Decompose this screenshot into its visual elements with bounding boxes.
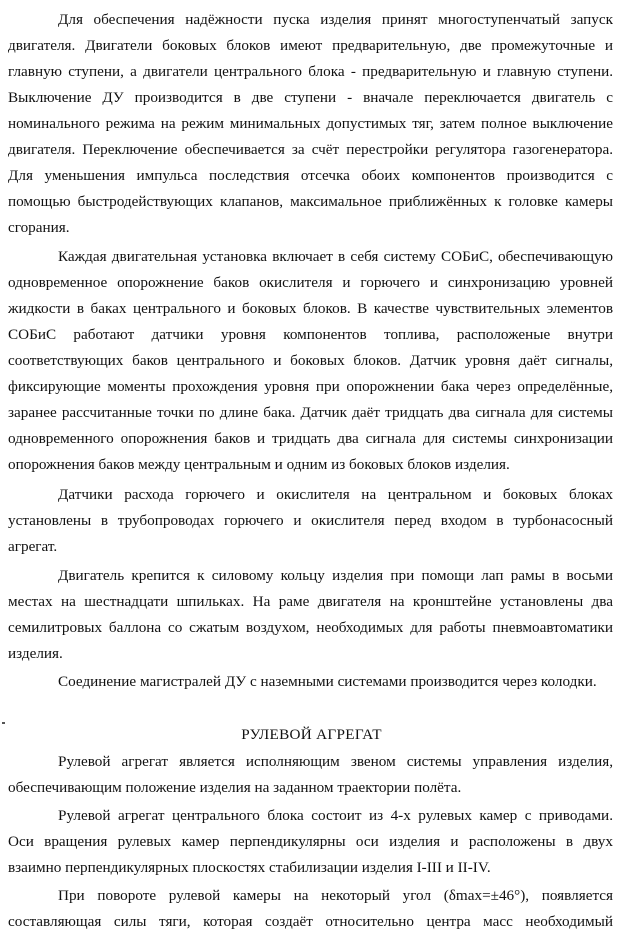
text-line: Двигатель крепится к силовому кольцу изделия при помощи лап рамы в восьми bbox=[58, 567, 613, 584]
section-heading: РУЛЕВОЙ АГРЕГАТ bbox=[241, 726, 382, 743]
text-line: агрегат. bbox=[8, 538, 58, 555]
text-line: Выключение ДУ производится в две ступени - вначале переключается двигатель с bbox=[8, 89, 613, 106]
text-line: одновременного опорожнения баков и тридцать два сигнала для системы синхронизации bbox=[8, 430, 613, 447]
text-line: Каждая двигательная установка включает в себя систему СОБиС, обеспечивающую bbox=[58, 248, 613, 265]
text-line: жидкости в баках центрального и боковых блоков. В качестве чувствительных элементов bbox=[8, 300, 613, 317]
text-line: местах на шестнадцати шпильках. На раме двигателя на кронштейне установлены два bbox=[8, 593, 613, 610]
text-line: Для уменьшения импульса последствия отсечка обоих компонентов производится с bbox=[8, 167, 613, 184]
text-line: двигателя. Двигатели боковых блоков имеют предварительную, две промежуточные и bbox=[8, 37, 613, 54]
text-line: семилитровых баллона со сжатым воздухом, необходимых для работы пневмоавтоматики bbox=[8, 619, 613, 636]
text-line: СОБиС работают датчики уровня компонентов топлива, расположеные внутри bbox=[8, 326, 613, 343]
text-line: изделия. bbox=[8, 645, 63, 662]
text-line: одновременное опорожнение баков окислителя и горючего и синхронизацию уровней bbox=[8, 274, 613, 291]
text-line: опорожнения баков между центральным и одним из боковых блоков изделия. bbox=[8, 456, 510, 473]
text-line: Рулевой агрегат является исполняющим звеном системы управления изделия, bbox=[58, 753, 613, 770]
text-line: взаимно перпендикулярных плоскостях стабилизации изделия I-III и II-IV. bbox=[8, 859, 491, 876]
text-line: При повороте рулевой камеры на некоторый угол (δmax=±46°), появляется bbox=[58, 887, 613, 904]
text-line: Соединение магистралей ДУ с наземными системами производится через колодки. bbox=[58, 673, 597, 690]
text-line: заранее рассчитанные точки по длине бака. Датчик даёт тридцать два сигнала для системы bbox=[8, 404, 613, 421]
text-line: главную ступени, а двигатели центрального блока - предварительную и главную ступени. bbox=[8, 63, 613, 80]
text-line: составляющая силы тяги, которая создаёт относительно центра масс необходимый bbox=[8, 913, 613, 930]
text-line: двигателя. Переключение обеспечивается за счёт перестройки регулятора газогенератора. bbox=[8, 141, 613, 158]
text-line: Оси вращения рулевых камер перпендикулярны оси изделия и расположены в двух bbox=[8, 833, 613, 850]
text-line: обеспечивающим положение изделия на заданном траектории полёта. bbox=[8, 779, 462, 796]
text-line: сгорания. bbox=[8, 219, 70, 236]
text-line: помощью быстродействующих клапанов, максимальное приближённых к головке камеры bbox=[8, 193, 613, 210]
text-line: номинального режима на режим минимальных допустимых тяг, затем полное выключение bbox=[8, 115, 613, 132]
text-line: Датчики расхода горючего и окислителя на центральном и боковых блоках bbox=[58, 486, 613, 503]
text-line: Для обеспечения надёжности пуска изделия принят многоступенчатый запуск bbox=[58, 11, 613, 28]
text-line: фиксирующие моменты прохождения уровня при опорожнении бака через определённые, bbox=[8, 378, 613, 395]
text-line: соответствующих баков центрального и боковых блоков. Датчик уровня даёт сигналы, bbox=[8, 352, 613, 369]
text-line: Рулевой агрегат центрального блока состоит из 4-х рулевых камер с приводами. bbox=[58, 807, 613, 824]
text-line: установлены в трубопроводах горючего и окислителя перед входом в турбонасосный bbox=[8, 512, 613, 529]
